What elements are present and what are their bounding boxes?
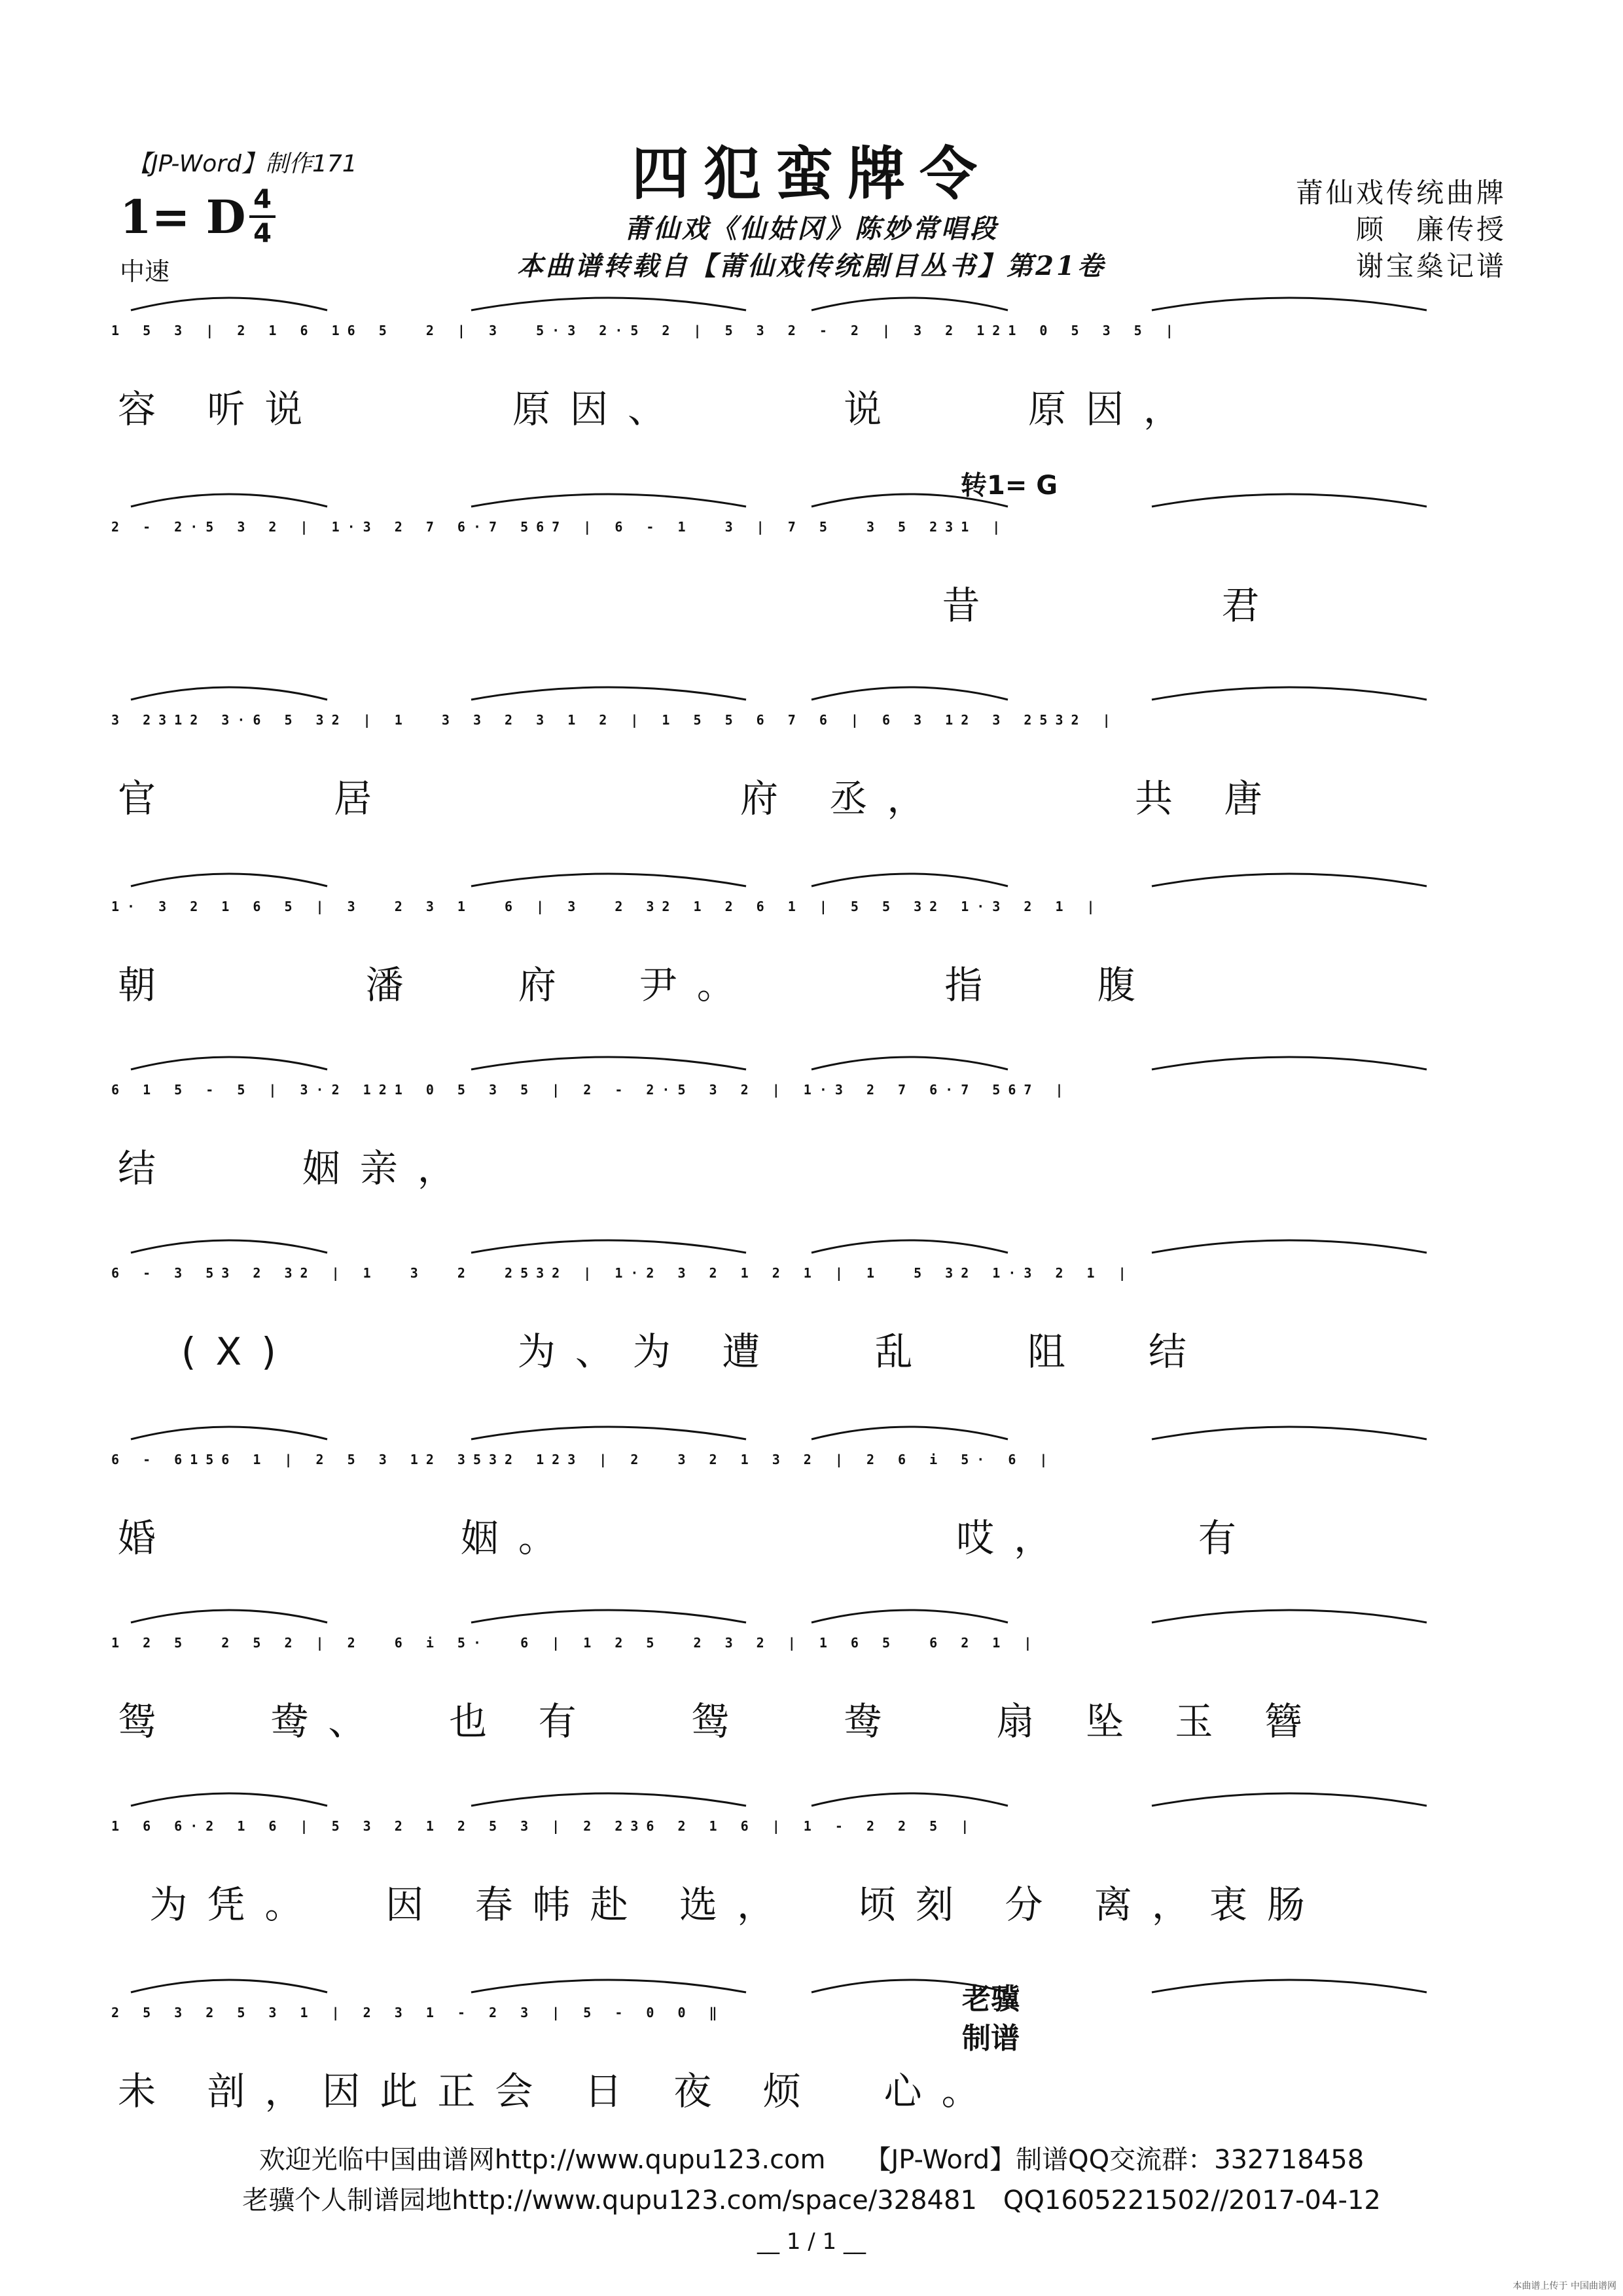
- notation-line: 6 1 5 - 5 | 3·2 121 0 5 3 5 | 2 - 2·5 3 2 | 1·3 2 7 6·7 567 |: [111, 1082, 1071, 1098]
- song-title: 四犯蛮牌令: [631, 139, 991, 207]
- composer-mark-line2: 制谱: [962, 2022, 1020, 2055]
- credit-genre: 莆仙戏传统曲牌: [1295, 177, 1507, 209]
- music-system: [111, 484, 1518, 628]
- notation-line: 6 - 6156 1 | 2 5 3 12 3532 123 | 2 3 2 1 3 2 | 2 6 i 5· 6 |: [111, 1452, 1056, 1467]
- lyric-line: 鸳 鸯、 也 有 鸳 鸯 扇 坠 玉 簪: [118, 1699, 1322, 1744]
- credit-teacher: 顾 廉传授: [1355, 213, 1507, 245]
- music-system: [111, 288, 1518, 431]
- lyric-line: 婚 姻。 哎， 有: [118, 1516, 1256, 1560]
- notation-line: 1 6 6·2 1 6 | 5 3 2 1 2 5 3 | 2 236 2 1 6 | 1 - 2 2 5 |: [111, 1818, 977, 1834]
- credit-transcriber: 谢宝燊记谱: [1355, 250, 1507, 282]
- notation-line: 1· 3 2 1 6 5 | 3 2 3 1 6 | 3 2 32 1 2 6 1 | 5 5 32 1·3 2 1 |: [111, 899, 1103, 914]
- music-system: [111, 1417, 1518, 1560]
- lyric-line: 昔 君: [118, 583, 1279, 628]
- music-system: [111, 1600, 1518, 1744]
- composer-mark: [962, 1980, 1020, 2058]
- music-system: [111, 1970, 1518, 2113]
- footer-website: 欢迎光临中国曲谱网http://www.qupu123.com 【JP-Word】制谱QQ交流群：332718458: [259, 2145, 1364, 2175]
- time-sig-bottom: 4: [253, 219, 272, 249]
- key-signature: 1= D: [120, 190, 246, 244]
- time-sig-top: 4: [253, 185, 272, 215]
- lyric-line: 官 居 府 丞， 共 唐: [118, 776, 1282, 821]
- page-number: __ 1 / 1 __: [757, 2229, 866, 2255]
- notation-line: 1 5 3 | 2 1 6 16 5 2 | 3 5·3 2·5 2 | 5 3 2 - 2 | 3 2 121 0 5 3 5 |: [111, 323, 1181, 338]
- subtitle-reference: 本曲谱转载自【莆仙戏传统剧目丛书】第21卷: [517, 251, 1106, 281]
- subtitle-source: 莆仙戏《仙姑冈》陈妙常唱段: [624, 213, 999, 244]
- music-system: [111, 1784, 1518, 1927]
- notation-line: 3 2312 3·6 5 32 | 1 3 3 2 3 1 2 | 1 5 5 6 7 6 | 6 3 12 3 2532 |: [111, 712, 1118, 728]
- music-system: [111, 864, 1518, 1007]
- notation-line: 2 5 3 2 5 3 1 | 2 3 1 - 2 3 | 5 - 0 0 ‖: [111, 2005, 725, 2020]
- lyric-line: 未 剖，因此正会 日 夜 烦 心。: [118, 2069, 999, 2113]
- lyric-line: (X) 为、为 遭 乱 阻 结: [118, 1329, 1206, 1374]
- lyric-line: 朝 潘 府 尹。 指 腹: [118, 963, 1155, 1007]
- modulation-mark: 转1= G: [961, 471, 1058, 501]
- lyric-line: 容 听说 原因、 说 原因，: [118, 387, 1201, 431]
- footer-space: 老骥个人制谱园地http://www.qupu123.com/space/328481 QQ1605221502//2017-04-12: [242, 2185, 1381, 2215]
- composer-mark-line1: 老骥: [962, 1982, 1020, 2016]
- lyric-line: 结 姻亲，: [118, 1146, 475, 1191]
- watermark: 本曲谱上传于 中国曲谱网: [1512, 2281, 1616, 2291]
- tempo-marking: 中速: [120, 257, 170, 286]
- lyric-line: 为凭。 因 春帏赴 选， 顷刻 分 离，衷肠: [118, 1882, 1325, 1927]
- maker-label: 【JP-Word】制作171: [128, 151, 357, 177]
- music-system: [111, 677, 1518, 821]
- music-system: [111, 1047, 1518, 1191]
- notation-line: 1 2 5 2 5 2 | 2 6 i 5· 6 | 1 2 5 2 3 2 | 1 6 5 6 2 1 |: [111, 1635, 1040, 1651]
- notation-line: 6 - 3 53 2 32 | 1 3 2 2532 | 1·2 3 2 1 2 1 | 1 5 32 1·3 2 1 |: [111, 1265, 1134, 1281]
- notation-line: 2 - 2·5 3 2 | 1·3 2 7 6·7 567 | 6 - 1 3 | 7 5 3 5 231 |: [111, 519, 1008, 535]
- music-system: [111, 1230, 1518, 1374]
